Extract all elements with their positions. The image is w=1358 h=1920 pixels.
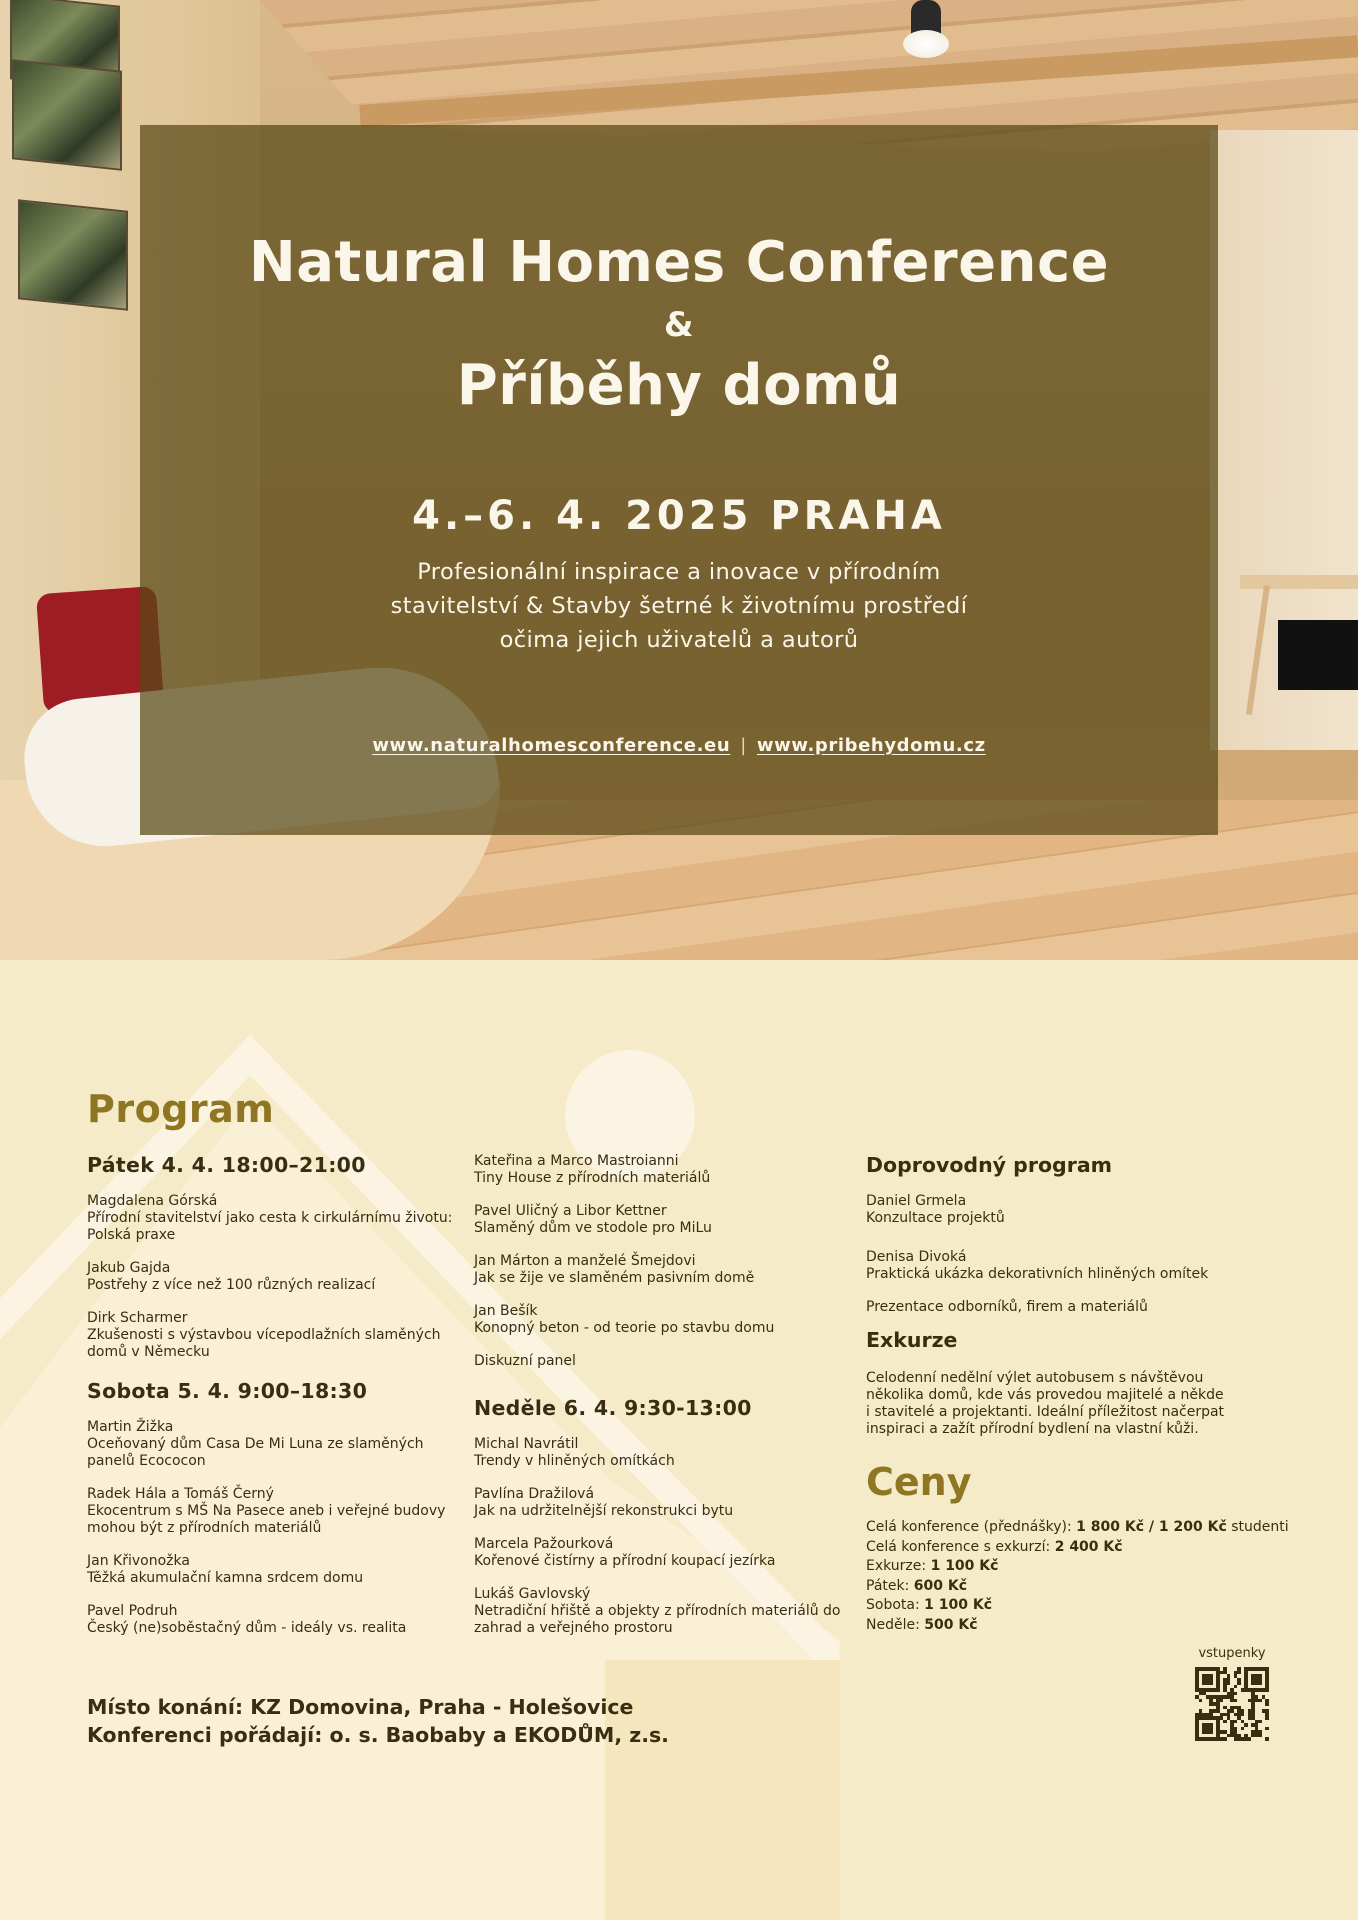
talk-item (474, 1153, 854, 1187)
excursion-line: inspiraci a zažít přírodní bydlení na vlastní kůži. (866, 1421, 1199, 1437)
talk-item (87, 1553, 467, 1587)
link-pribehydomu[interactable]: www.pribehydomu.cz (756, 735, 986, 756)
title-secondary: Příběhy domů (456, 353, 902, 418)
talk-speaker: Jan Bešík (474, 1303, 538, 1319)
discussion-panel: Diskuzní panel (474, 1353, 576, 1369)
excursion-heading: Exkurze (866, 1328, 958, 1352)
subtitle-line: stavitelství & Stavby šetrné k životnímu prostředí (390, 593, 968, 619)
talk-topic: Zkušenosti s výstavbou vícepodlažních slaměných domů v Německu (87, 1327, 441, 1360)
talk-item (474, 1536, 854, 1570)
program-column-1 (87, 1153, 467, 1637)
talk-topic: Konopný beton - od teorie po stavbu domu (474, 1320, 775, 1336)
website-links (140, 735, 1218, 756)
program-title: Program (87, 1087, 275, 1131)
talk-item (87, 1310, 467, 1361)
price-label: Celá konference (přednášky): (866, 1519, 1077, 1535)
price-value: 1 100 Kč (924, 1597, 993, 1613)
title-ampersand: & (663, 305, 695, 345)
talk-speaker: Marcela Pažourková (474, 1536, 614, 1552)
talk-topic: Tiny House z přírodních materiálů (474, 1170, 711, 1186)
link-separator: | (740, 735, 747, 756)
excursion-description (866, 1370, 1306, 1438)
talk-speaker: Michal Navrátil (474, 1436, 579, 1452)
talk-topic: Jak na udržitelnější rekonstrukci bytu (474, 1503, 734, 1519)
talk-speaker: Jan Křivonožka (87, 1553, 190, 1569)
qr-code-icon[interactable] (1195, 1667, 1269, 1741)
talk-item (474, 1436, 854, 1470)
price-suffix: studenti (1226, 1519, 1289, 1535)
talk-item (474, 1203, 854, 1237)
qr-module (1265, 1737, 1269, 1741)
talk-item (474, 1586, 854, 1637)
price-row (866, 1596, 1306, 1616)
side-topic: Praktická ukázka dekorativních hliněných omítek (866, 1266, 1209, 1282)
talk-item (87, 1193, 467, 1244)
talk-speaker: Martin Žižka (87, 1419, 174, 1435)
sunday-heading: Neděle 6. 4. 9:30-13:00 (474, 1396, 752, 1420)
side-presentation: Prezentace odborníků, firem a materiálů (866, 1299, 1148, 1315)
talk-speaker: Pavlína Dražilová (474, 1486, 595, 1502)
talk-topic: Jak se žije ve slaměném pasivním domě (474, 1270, 755, 1286)
link-naturalhomesconference[interactable]: www.naturalhomesconference.eu (372, 735, 731, 756)
subtitle-line: očima jejich uživatelů a autorů (499, 627, 859, 653)
event-date-place: 4.–6. 4. 2025 PRAHA (412, 493, 946, 539)
organizers-line: Konferenci pořádají: o. s. Baobaby a EKODŮM, z.s. (87, 1723, 669, 1747)
talk-speaker: Dirk Scharmer (87, 1310, 188, 1326)
talk-speaker: Magdalena Górská (87, 1193, 218, 1209)
talk-item (87, 1603, 467, 1637)
price-value: 2 400 Kč (1054, 1538, 1123, 1555)
price-row (866, 1518, 1306, 1538)
side-item (866, 1193, 1306, 1227)
price-value: 1 800 Kč / 1 200 Kč (1076, 1519, 1227, 1535)
speaker-box (1278, 620, 1358, 690)
ceiling-lamp (903, 0, 949, 60)
talk-topic: Netradiční hřiště a objekty z přírodních materiálů do zahrad a veřejného prostoru (474, 1603, 841, 1636)
program-section (0, 960, 1358, 1920)
tickets-label: vstupenky (1198, 1646, 1266, 1661)
talk-item (474, 1253, 854, 1287)
talk-topic: Těžká akumulační kamna srdcem domu (87, 1570, 364, 1586)
talk-topic: Kořenové čistírny a přírodní koupací jezírka (474, 1553, 776, 1569)
friday-heading: Pátek 4. 4. 18:00–21:00 (87, 1153, 366, 1177)
talk-speaker: Pavel Uličný a Libor Kettner (474, 1203, 667, 1219)
price-label: Neděle: (866, 1616, 925, 1633)
wall-painting (12, 59, 122, 171)
talk-speaker: Lukáš Gavlovský (474, 1586, 591, 1602)
price-value: 600 Kč (913, 1577, 968, 1594)
talk-speaker: Radek Hála a Tomáš Černý (87, 1486, 274, 1502)
price-label: Exkurze: (866, 1558, 931, 1574)
price-row (866, 1557, 1306, 1577)
talk-item (87, 1260, 467, 1294)
price-value: 1 100 Kč (930, 1558, 999, 1574)
talk-item (474, 1303, 854, 1337)
talk-topic: Postřehy z více než 100 různých realizací (87, 1277, 376, 1293)
excursion-line: i stavitelé a projektanti. Ideální příležitost načerpat (866, 1404, 1225, 1420)
talk-item (87, 1419, 467, 1470)
talk-topic: Ekocentrum s MŠ Na Pasece aneb i veřejné budovy mohou být z přírodních materiálů (87, 1503, 446, 1536)
talk-speaker: Jan Márton a manželé Šmejdovi (474, 1253, 696, 1269)
talk-topic: Český (ne)soběstačný dům - ideály vs. realita (87, 1620, 407, 1636)
price-value: 500 Kč (924, 1616, 978, 1633)
talk-speaker: Kateřina a Marco Mastroianni (474, 1153, 679, 1169)
price-row (866, 1538, 1306, 1558)
price-label: Pátek: (866, 1577, 914, 1594)
price-label: Sobota: (866, 1597, 925, 1613)
talk-speaker: Pavel Podruh (87, 1603, 178, 1619)
wall-painting (18, 199, 128, 311)
talk-topic: Přírodní stavitelství jako cesta k cirkulárnímu životu: Polská praxe (87, 1210, 453, 1243)
side-item (866, 1249, 1306, 1283)
prices-heading: Ceny (866, 1460, 972, 1504)
price-row (866, 1577, 1306, 1597)
talk-speaker: Jakub Gajda (87, 1260, 171, 1276)
venue-info (87, 1693, 669, 1749)
side-topic: Konzultace projektů (866, 1210, 1005, 1226)
side-speaker: Denisa Divoká (866, 1249, 967, 1265)
price-row (866, 1616, 1306, 1636)
tickets-qr[interactable] (1192, 1646, 1272, 1741)
talk-item (474, 1486, 854, 1520)
side-program-heading: Doprovodný program (866, 1153, 1113, 1177)
talk-topic: Trendy v hliněných omítkách (474, 1453, 675, 1469)
side-speaker: Daniel Grmela (866, 1193, 967, 1209)
title-main: Natural Homes Conference (248, 230, 1110, 295)
excursion-line: Celodenní nedělní výlet autobusem s návštěvou (866, 1370, 1204, 1386)
talk-topic: Oceňovaný dům Casa De Mi Luna ze slaměných panelů Ecococon (87, 1436, 424, 1469)
price-list (866, 1518, 1306, 1635)
talk-item (87, 1486, 467, 1537)
excursion-line: několika domů, kde vás provedou majitelé a někde (866, 1387, 1224, 1403)
venue-line: Místo konání: KZ Domovina, Praha - Holešovice (87, 1695, 634, 1719)
talk-topic: Slaměný dům ve stodole pro MiLu (474, 1220, 712, 1236)
price-label: Celá konference s exkurzí: (866, 1538, 1055, 1555)
subtitle-line: Profesionální inspirace a inovace v přírodním (417, 559, 941, 585)
event-subtitle (320, 555, 1038, 657)
side-table (1240, 575, 1358, 589)
program-column-3 (866, 1153, 1306, 1635)
saturday-heading: Sobota 5. 4. 9:00–18:30 (87, 1379, 368, 1403)
program-column-2 (474, 1153, 854, 1637)
